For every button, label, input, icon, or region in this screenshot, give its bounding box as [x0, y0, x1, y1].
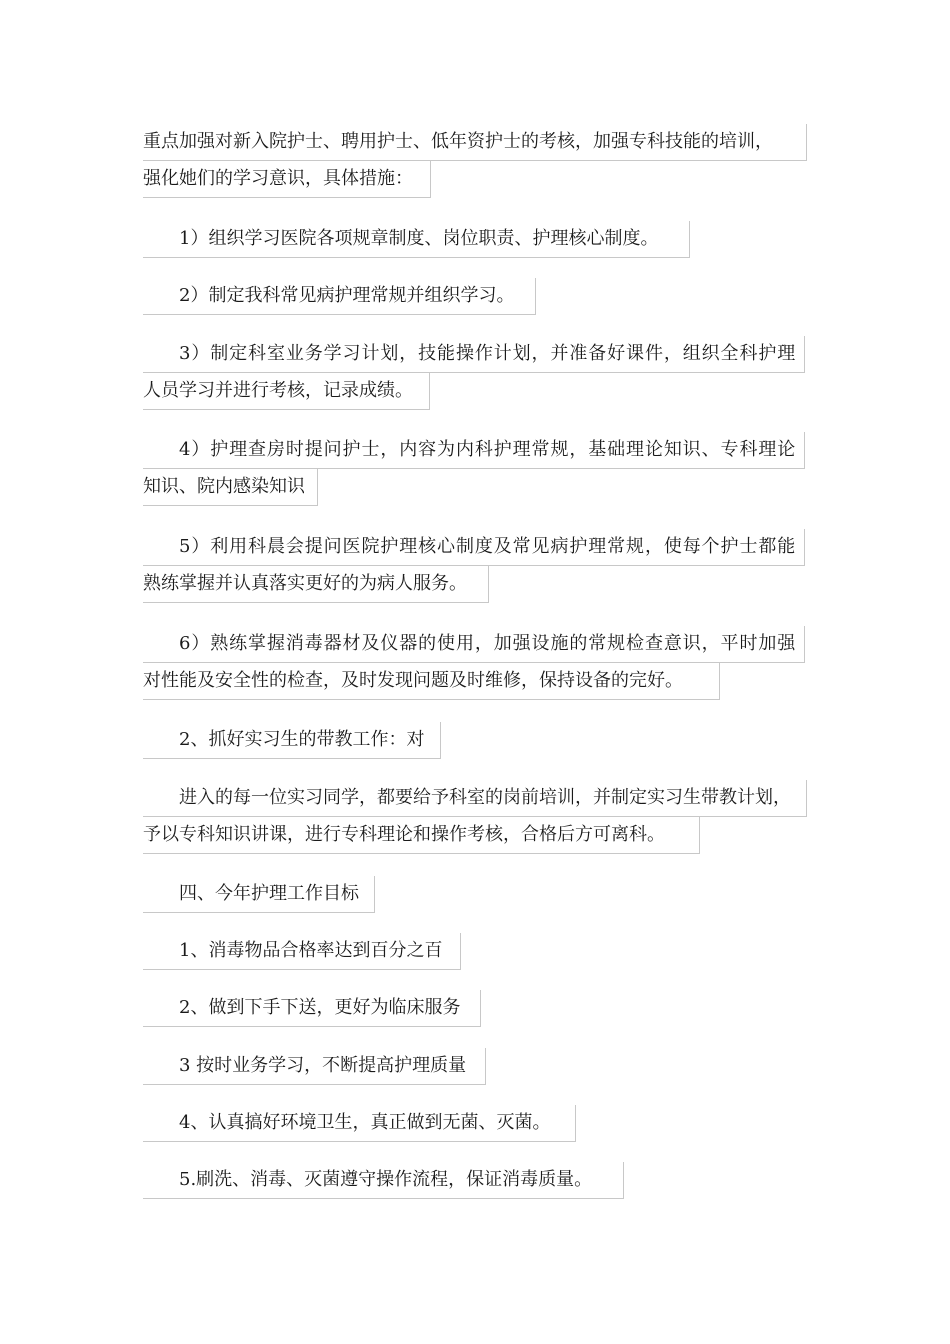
- goal-item-3: [143, 1048, 486, 1085]
- goal-item-4: [143, 1105, 576, 1142]
- text-line: 熟练掌握并认真落实更好的为病人服务。: [143, 566, 489, 603]
- text-line: 4）护理查房时提问护士，内容为内科护理常规，基础理论知识、专科理论: [143, 432, 805, 469]
- text-line: 2）制定我科常见病护理常规并组织学习。: [143, 278, 536, 315]
- goal-item-5: [143, 1162, 624, 1199]
- text-line: 4、认真搞好环境卫生，真正做到无菌、灭菌。: [143, 1105, 576, 1142]
- measure-item-3: [143, 336, 805, 410]
- intern-paragraph: [143, 780, 807, 854]
- text-line: 人员学习并进行考核，记录成绩。: [143, 373, 430, 410]
- text-line: 3 按时业务学习，不断提高护理质量: [143, 1048, 486, 1085]
- text-line: 四、今年护理工作目标: [143, 876, 375, 913]
- measure-item-6: [143, 626, 805, 700]
- text-line: 1、消毒物品合格率达到百分之百: [143, 933, 461, 970]
- text-line: 重点加强对新入院护士、聘用护士、低年资护士的考核，加强专科技能的培训，: [143, 124, 807, 161]
- text-line: 对性能及安全性的检查，及时发现问题及时维修，保持设备的完好。: [143, 663, 720, 700]
- text-line: 2、抓好实习生的带教工作：对: [143, 722, 441, 759]
- text-line: 知识、院内感染知识: [143, 469, 318, 506]
- intern-heading: [143, 722, 441, 759]
- text-line: 2、做到下手下送，更好为临床服务: [143, 990, 481, 1027]
- measure-item-5: [143, 529, 805, 603]
- text-line: 予以专科知识讲课，进行专科理论和操作考核，合格后方可离科。: [143, 817, 700, 854]
- section-heading-goals: [143, 876, 375, 913]
- goal-item-2: [143, 990, 481, 1027]
- text-line: 5）利用科晨会提问医院护理核心制度及常见病护理常规，使每个护士都能: [143, 529, 805, 566]
- text-line: 3）制定科室业务学习计划，技能操作计划，并准备好课件，组织全科护理: [143, 336, 805, 373]
- text-line: 5.刷洗、消毒、灭菌遵守操作流程，保证消毒质量。: [143, 1162, 624, 1199]
- text-line: 1）组织学习医院各项规章制度、岗位职责、护理核心制度。: [143, 221, 690, 258]
- text-line: 6）熟练掌握消毒器材及仪器的使用，加强设施的常规检查意识，平时加强: [143, 626, 805, 663]
- goal-item-1: [143, 933, 461, 970]
- measure-item-4: [143, 432, 805, 506]
- measure-item-2: [143, 278, 536, 315]
- intro-paragraph: [143, 124, 807, 198]
- text-line: 进入的每一位实习同学，都要给予科室的岗前培训，并制定实习生带教计划，: [143, 780, 807, 817]
- measure-item-1: [143, 221, 690, 258]
- text-line: 强化她们的学习意识，具体措施：: [143, 161, 431, 198]
